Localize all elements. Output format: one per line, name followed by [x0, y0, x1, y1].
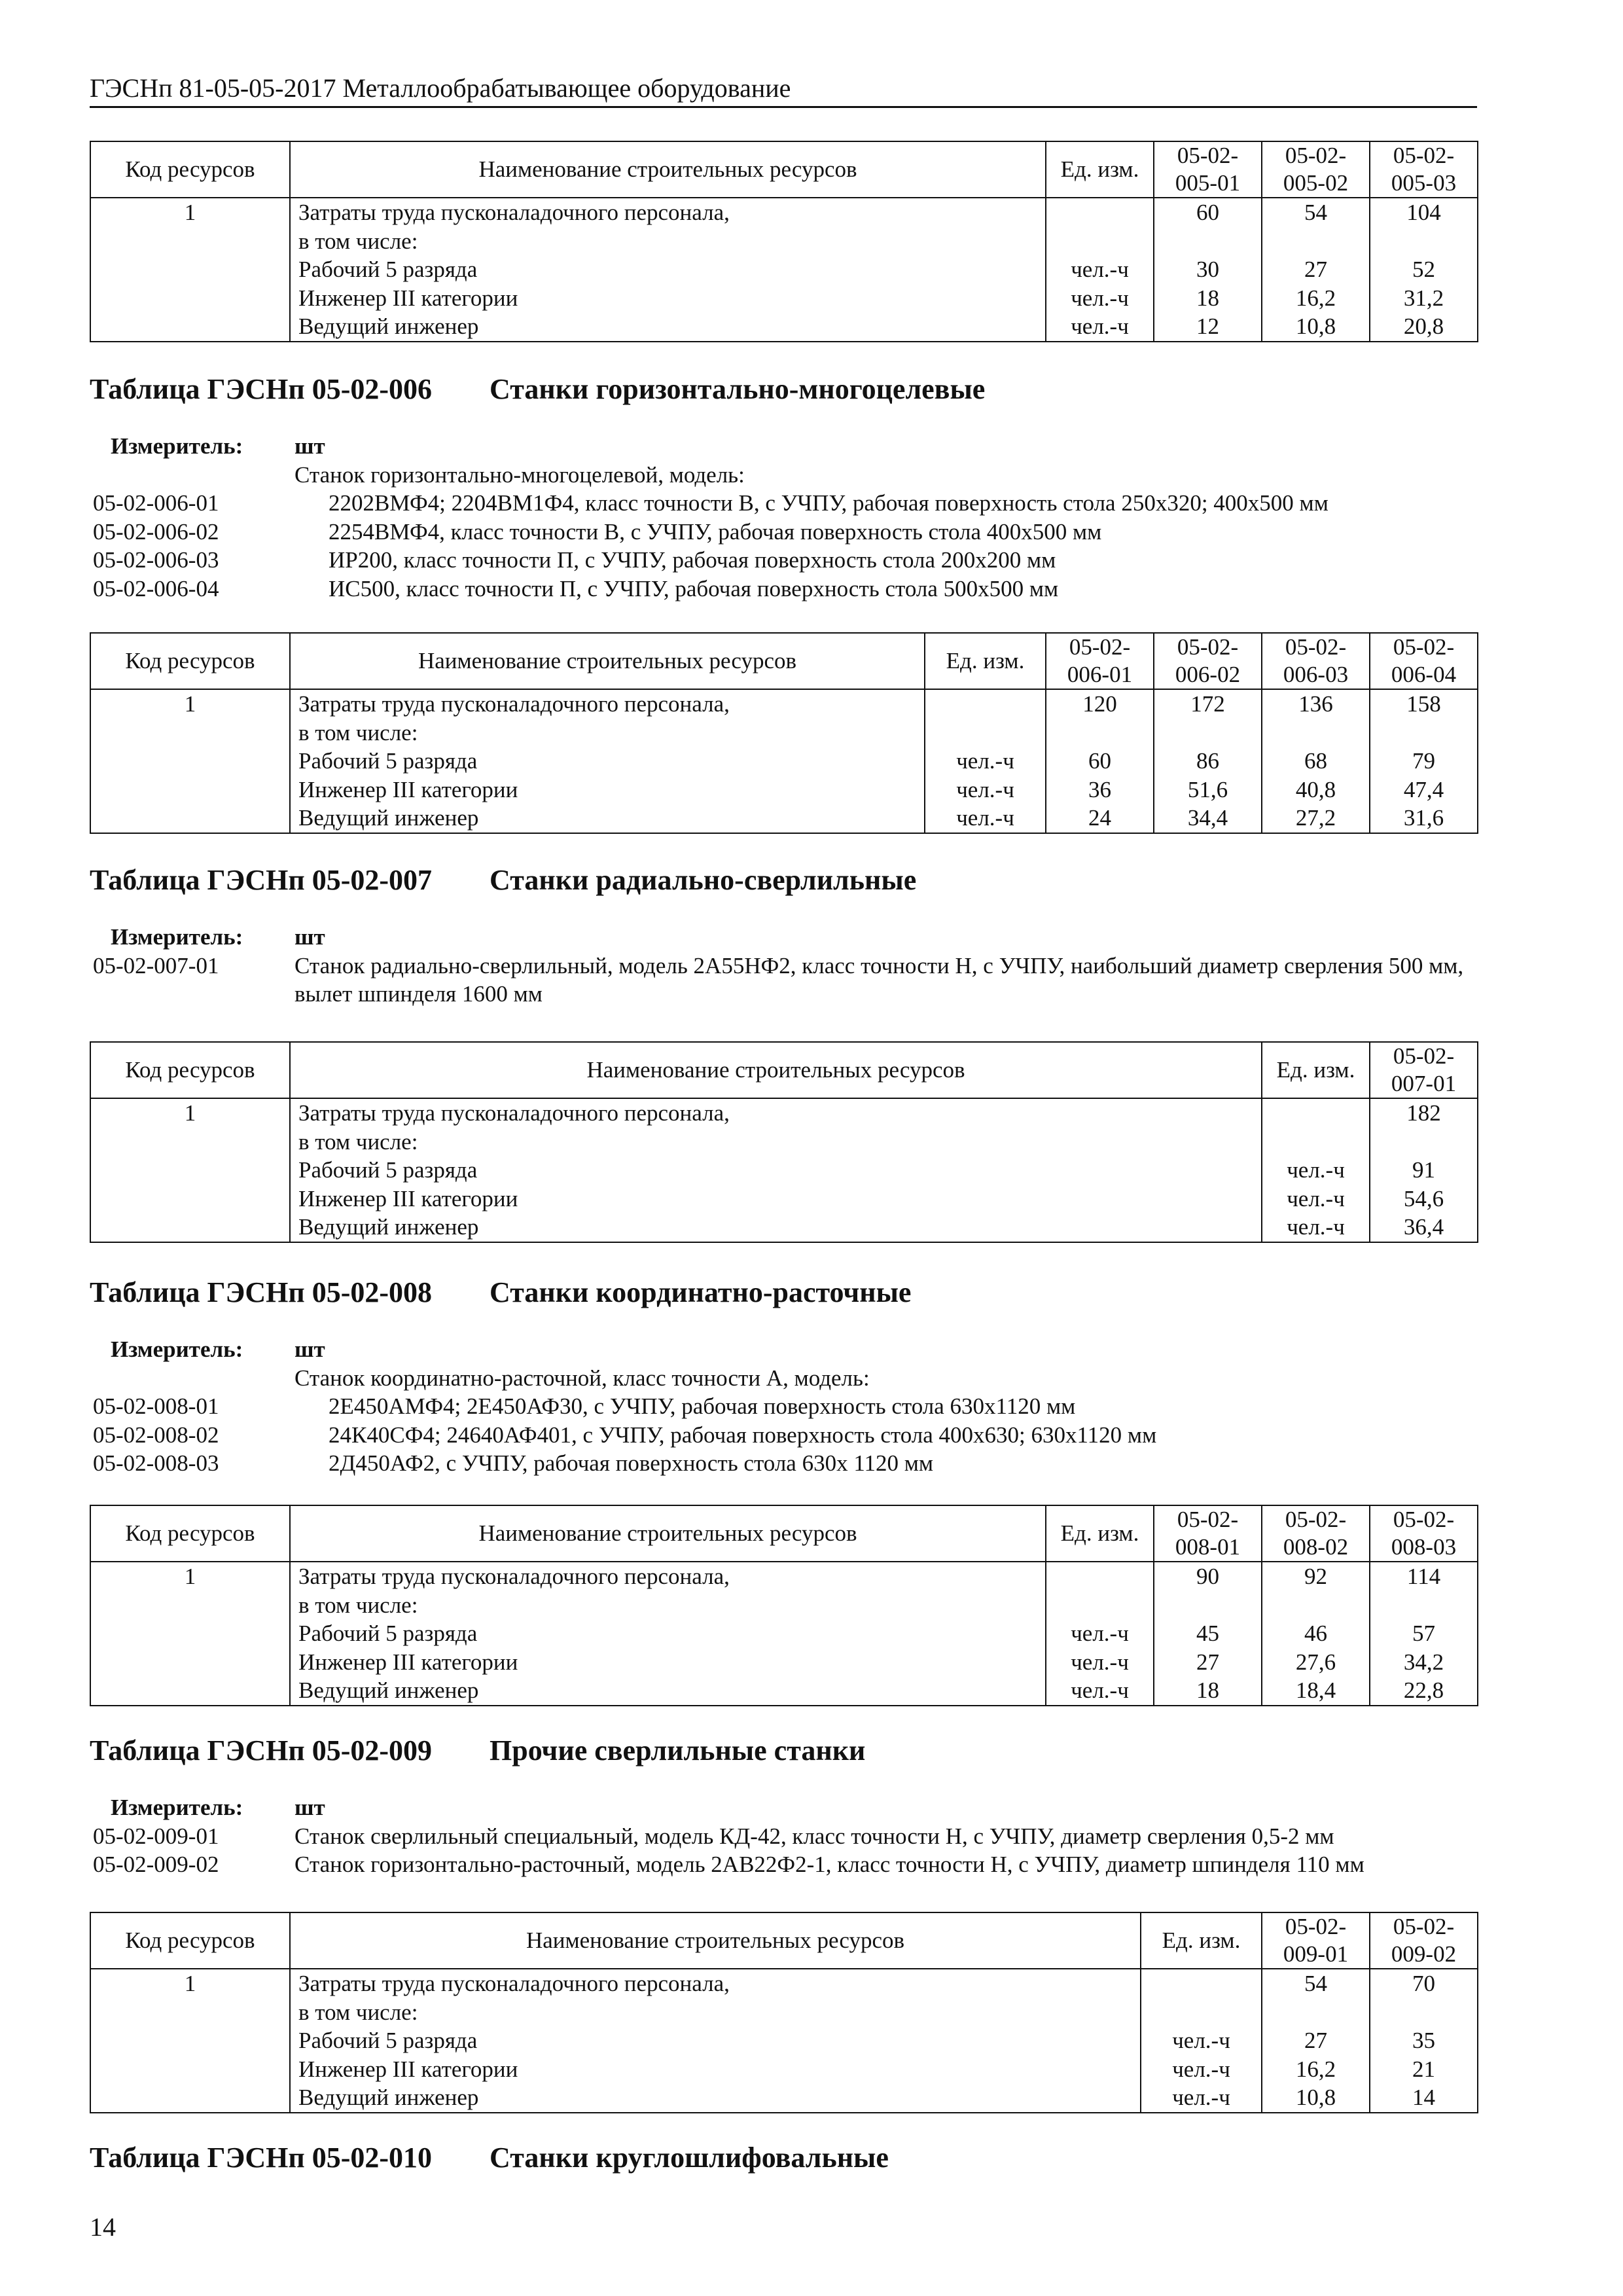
resource-code — [90, 1648, 290, 1677]
resource-unit: чел.-ч — [925, 804, 1046, 833]
table-row — [90, 1591, 1478, 1620]
resource-code — [90, 1156, 290, 1185]
resource-name: в том числе: — [290, 719, 925, 747]
resource-value: 136 — [1262, 689, 1370, 719]
resource-table — [90, 1505, 1478, 1706]
norm-item — [90, 1822, 1529, 1851]
resource-unit: чел.-ч — [1262, 1156, 1370, 1185]
resource-code — [90, 227, 290, 256]
norm-code-part: 009-01 — [1283, 1941, 1349, 1967]
resource-value — [1370, 719, 1478, 747]
table-row — [90, 747, 1478, 776]
resource-value: 20,8 — [1370, 312, 1478, 342]
norm-description: Станок радиально-сверлильный, модель 2А55НФ2, класс точности Н, с УЧПУ, наибольший диаметр сверления 500 мм, вылет шпинделя 1600 мм — [294, 952, 1464, 1007]
measure-block — [90, 923, 1529, 1009]
resource-unit: чел.-ч — [1141, 2026, 1262, 2055]
header-norm-code — [1154, 141, 1262, 198]
norm-code-part: 008-01 — [1175, 1534, 1241, 1560]
norm-description: 2202ВМФ4; 2204ВМ1Ф4, класс точности В, с УЧПУ, рабочая поверхность стола 250х320; 400х500 мм — [329, 490, 1329, 516]
resource-unit: чел.-ч — [1262, 1185, 1370, 1213]
norm-code: 05-02-007-01 — [93, 952, 219, 978]
resource-value: 16,2 — [1262, 2055, 1370, 2084]
resource-value: 31,2 — [1370, 284, 1478, 313]
resource-value: 47,4 — [1370, 776, 1478, 804]
resource-unit: чел.-ч — [1262, 1213, 1370, 1242]
resource-value — [1370, 1591, 1478, 1620]
table-row — [90, 719, 1478, 747]
norm-code-part: 005-03 — [1391, 170, 1457, 196]
norm-code-part: 05-02- — [1393, 1507, 1455, 1532]
table-row — [90, 312, 1478, 342]
table-row — [90, 284, 1478, 313]
resource-table — [90, 632, 1478, 834]
norm-code: 05-02-006-03 — [93, 547, 219, 573]
resource-name: Ведущий инженер — [290, 2083, 1141, 2113]
measure-unit: шт — [294, 433, 325, 459]
resource-value: 27 — [1262, 255, 1370, 284]
resource-code: 1 — [90, 1969, 290, 1998]
header-code: Код ресурсов — [90, 1505, 290, 1562]
resource-value: 10,8 — [1262, 312, 1370, 342]
norm-code-part: 05-02- — [1177, 143, 1239, 168]
page-number: 14 — [90, 2212, 116, 2242]
table-title — [90, 372, 985, 407]
table-header-row — [90, 633, 1478, 689]
resource-table — [90, 1041, 1478, 1243]
table-row — [90, 1676, 1478, 1706]
resource-name: в том числе: — [290, 1128, 1262, 1157]
measure-unit: шт — [294, 1336, 325, 1362]
resource-name: Рабочий 5 разряда — [290, 1156, 1262, 1185]
measure-block — [90, 1793, 1529, 1879]
resource-value — [1262, 719, 1370, 747]
table-row — [90, 1619, 1478, 1648]
resource-unit: чел.-ч — [925, 776, 1046, 804]
resource-value: 182 — [1370, 1098, 1478, 1128]
norm-code-part: 05-02- — [1285, 634, 1347, 660]
table-row — [90, 1648, 1478, 1677]
table-row — [90, 1998, 1478, 2027]
measure-block — [90, 432, 1529, 603]
measure-label: Измеритель: — [111, 924, 243, 950]
norm-description: 2254ВМФ4, класс точности В, с УЧПУ, рабочая поверхность стола 400х500 мм — [329, 518, 1102, 545]
resource-unit: чел.-ч — [1046, 1619, 1154, 1648]
resource-value — [1154, 227, 1262, 256]
resource-code — [90, 1676, 290, 1706]
header-norm-code — [1154, 633, 1262, 689]
header-unit: Ед. изм. — [925, 633, 1046, 689]
norm-item — [90, 575, 1529, 603]
table-number: Таблица ГЭСНп 05-02-008 — [90, 1276, 433, 1308]
table-row — [90, 1098, 1478, 1128]
norm-code: 05-02-006-02 — [93, 518, 219, 545]
table-row — [90, 1562, 1478, 1591]
norm-item — [90, 489, 1529, 518]
resource-value: 27 — [1262, 2026, 1370, 2055]
resource-unit: чел.-ч — [1046, 1676, 1154, 1706]
resource-name: Ведущий инженер — [290, 1676, 1046, 1706]
norm-code: 05-02-009-01 — [93, 1823, 219, 1849]
resource-code — [90, 255, 290, 284]
norm-code-part: 05-02- — [1285, 1914, 1347, 1939]
resource-code — [90, 312, 290, 342]
resource-value: 114 — [1370, 1562, 1478, 1591]
header-name: Наименование строительных ресурсов — [290, 1505, 1046, 1562]
table-title — [90, 1275, 911, 1310]
resource-name: в том числе: — [290, 227, 1046, 256]
table-title — [90, 863, 916, 898]
measure-row — [90, 923, 1529, 952]
resource-code — [90, 1185, 290, 1213]
table-row — [90, 2026, 1478, 2055]
table-number: Таблица ГЭСНп 05-02-010 — [90, 2142, 433, 2174]
resource-name: в том числе: — [290, 1998, 1141, 2027]
resource-value: 18,4 — [1262, 1676, 1370, 1706]
resource-value: 70 — [1370, 1969, 1478, 1998]
resource-code — [90, 804, 290, 833]
resource-unit: чел.-ч — [925, 747, 1046, 776]
model-intro: Станок горизонтально-многоцелевой, модель: — [294, 461, 745, 488]
norm-code-part: 006-04 — [1391, 662, 1457, 687]
norm-code: 05-02-006-04 — [93, 575, 219, 601]
resource-unit: чел.-ч — [1046, 255, 1154, 284]
norm-code-part: 05-02- — [1177, 1507, 1239, 1532]
resource-name: Ведущий инженер — [290, 312, 1046, 342]
norm-description: 2Е450АМФ4; 2Е450АФ30, с УЧПУ, рабочая поверхность стола 630х1120 мм — [329, 1393, 1076, 1419]
resource-code — [90, 2026, 290, 2055]
running-header: ГЭСНп 81-05-05-2017 Металлообрабатывающее оборудование — [90, 72, 1477, 108]
resource-value: 52 — [1370, 255, 1478, 284]
table-row — [90, 2055, 1478, 2084]
resource-value — [1370, 1998, 1478, 2027]
resource-unit: чел.-ч — [1046, 312, 1154, 342]
norm-code-part: 005-02 — [1283, 170, 1349, 196]
resource-name: Затраты труда пусконаладочного персонала, — [290, 198, 1046, 227]
resource-name: Инженер III категории — [290, 1185, 1262, 1213]
measure-unit: шт — [294, 924, 325, 950]
resource-name: Затраты труда пусконаладочного персонала, — [290, 1098, 1262, 1128]
measure-label: Измеритель: — [111, 1336, 243, 1362]
resource-name: Ведущий инженер — [290, 804, 925, 833]
table-number: Таблица ГЭСНп 05-02-006 — [90, 373, 433, 405]
resource-value — [1370, 227, 1478, 256]
header-norm-code — [1046, 633, 1154, 689]
table-caption: Станки горизонтально-многоцелевые — [490, 373, 986, 405]
resource-value: 30 — [1154, 255, 1262, 284]
resource-unit — [1262, 1098, 1370, 1128]
header-code: Код ресурсов — [90, 141, 290, 198]
resource-value — [1370, 1128, 1478, 1157]
table-row — [90, 689, 1478, 719]
header-unit: Ед. изм. — [1141, 1912, 1262, 1969]
resource-unit — [1262, 1128, 1370, 1157]
model-intro-row — [90, 461, 1529, 490]
norm-code-part: 006-01 — [1067, 662, 1133, 687]
resource-value — [1262, 227, 1370, 256]
resource-value: 36 — [1046, 776, 1154, 804]
model-intro: Станок координатно-расточной, класс точности А, модель: — [294, 1365, 870, 1391]
table-title — [90, 1733, 865, 1768]
resource-code — [90, 747, 290, 776]
table-caption: Станки круглошлифовальные — [490, 2142, 889, 2174]
resource-value: 27,2 — [1262, 804, 1370, 833]
norm-code: 05-02-008-01 — [93, 1393, 219, 1419]
resource-value: 57 — [1370, 1619, 1478, 1648]
resource-code: 1 — [90, 689, 290, 719]
header-norm-code — [1370, 141, 1478, 198]
table-header-row — [90, 141, 1478, 198]
resource-value: 18 — [1154, 1676, 1262, 1706]
resource-name: Затраты труда пусконаладочного персонала, — [290, 689, 925, 719]
resource-unit — [925, 689, 1046, 719]
resource-unit: чел.-ч — [1141, 2083, 1262, 2113]
norm-code: 05-02-008-02 — [93, 1422, 219, 1448]
resource-value: 27,6 — [1262, 1648, 1370, 1677]
measure-row — [90, 1793, 1529, 1822]
measure-label: Измеритель: — [111, 433, 243, 459]
resource-code — [90, 1998, 290, 2027]
table-row — [90, 804, 1478, 833]
resource-value: 172 — [1154, 689, 1262, 719]
header-code: Код ресурсов — [90, 633, 290, 689]
resource-value — [1262, 1998, 1370, 2027]
header-name: Наименование строительных ресурсов — [290, 1912, 1141, 1969]
norm-code-part: 005-01 — [1175, 170, 1241, 196]
resource-value — [1046, 719, 1154, 747]
table-header-row — [90, 1505, 1478, 1562]
table-row — [90, 1128, 1478, 1157]
norm-description: ИС500, класс точности П, с УЧПУ, рабочая поверхность стола 500х500 мм — [329, 575, 1059, 601]
resource-code — [90, 1591, 290, 1620]
resource-name: Затраты труда пусконаладочного персонала, — [290, 1562, 1046, 1591]
table-header-row — [90, 1042, 1478, 1098]
header-name: Наименование строительных ресурсов — [290, 1042, 1262, 1098]
resource-unit — [1141, 1998, 1262, 2027]
table-number: Таблица ГЭСНп 05-02-009 — [90, 1734, 433, 1767]
resource-value: 60 — [1154, 198, 1262, 227]
resource-value: 54,6 — [1370, 1185, 1478, 1213]
norm-code-part: 05-02- — [1393, 1914, 1455, 1939]
resource-name: в том числе: — [290, 1591, 1046, 1620]
resource-code — [90, 1213, 290, 1242]
resource-name: Инженер III категории — [290, 1648, 1046, 1677]
norm-code-part: 009-02 — [1391, 1941, 1457, 1967]
resource-unit — [1046, 1591, 1154, 1620]
resource-value: 24 — [1046, 804, 1154, 833]
norm-code-part: 05-02- — [1069, 634, 1131, 660]
model-intro-row — [90, 1364, 1529, 1393]
resource-value — [1154, 719, 1262, 747]
resource-code: 1 — [90, 1562, 290, 1591]
header-norm-code — [1262, 1912, 1370, 1969]
norm-code-part: 05-02- — [1285, 143, 1347, 168]
table-header-row — [90, 1912, 1478, 1969]
resource-value: 21 — [1370, 2055, 1478, 2084]
table-row — [90, 227, 1478, 256]
resource-value: 10,8 — [1262, 2083, 1370, 2113]
resource-value: 79 — [1370, 747, 1478, 776]
header-unit: Ед. изм. — [1046, 1505, 1154, 1562]
table-row — [90, 2083, 1478, 2113]
table-row — [90, 198, 1478, 227]
norm-code-part: 006-03 — [1283, 662, 1349, 687]
resource-value: 34,4 — [1154, 804, 1262, 833]
resource-unit — [1141, 1969, 1262, 1998]
header-unit: Ед. изм. — [1262, 1042, 1370, 1098]
resource-code — [90, 284, 290, 313]
resource-value — [1154, 1591, 1262, 1620]
resource-value: 22,8 — [1370, 1676, 1478, 1706]
measure-row — [90, 1335, 1529, 1364]
norm-code-part: 006-02 — [1175, 662, 1241, 687]
header-norm-code — [1262, 1505, 1370, 1562]
resource-name: Ведущий инженер — [290, 1213, 1262, 1242]
resource-unit — [1046, 198, 1154, 227]
resource-name: Инженер III категории — [290, 284, 1046, 313]
resource-value: 120 — [1046, 689, 1154, 719]
resource-value: 36,4 — [1370, 1213, 1478, 1242]
resource-value: 60 — [1046, 747, 1154, 776]
resource-code — [90, 776, 290, 804]
norm-item — [90, 1392, 1529, 1421]
resource-value: 54 — [1262, 198, 1370, 227]
resource-code — [90, 2055, 290, 2084]
norm-code-part: 05-02- — [1177, 634, 1239, 660]
resource-value — [1262, 1591, 1370, 1620]
norm-item — [90, 952, 1529, 1009]
norm-code-part: 05-02- — [1393, 1043, 1455, 1069]
table-row — [90, 1185, 1478, 1213]
resource-value: 54 — [1262, 1969, 1370, 1998]
table-number: Таблица ГЭСНп 05-02-007 — [90, 864, 433, 896]
resource-value: 40,8 — [1262, 776, 1370, 804]
norm-item — [90, 1449, 1529, 1478]
resource-value: 104 — [1370, 198, 1478, 227]
table-row — [90, 1156, 1478, 1185]
norm-code: 05-02-008-03 — [93, 1450, 219, 1476]
norm-code-part: 05-02- — [1393, 634, 1455, 660]
norm-code: 05-02-009-02 — [93, 1852, 219, 1877]
resource-name: Инженер III категории — [290, 2055, 1141, 2084]
resource-unit: чел.-ч — [1046, 1648, 1154, 1677]
table-caption: Станки радиально-сверлильные — [490, 864, 917, 896]
resource-unit — [1046, 227, 1154, 256]
resource-value: 45 — [1154, 1619, 1262, 1648]
norm-code: 05-02-006-01 — [93, 490, 219, 516]
norm-code-part: 007-01 — [1391, 1071, 1457, 1096]
table-caption: Прочие сверлильные станки — [490, 1734, 866, 1767]
table-row — [90, 1213, 1478, 1242]
table-row — [90, 255, 1478, 284]
resource-name: Рабочий 5 разряда — [290, 2026, 1141, 2055]
resource-value: 14 — [1370, 2083, 1478, 2113]
table-row — [90, 776, 1478, 804]
resource-value: 90 — [1154, 1562, 1262, 1591]
measure-unit: шт — [294, 1795, 325, 1820]
resource-table — [90, 1912, 1478, 2113]
resource-value: 91 — [1370, 1156, 1478, 1185]
header-norm-code — [1370, 1912, 1478, 1969]
norm-item — [90, 546, 1529, 575]
header-norm-code — [1370, 633, 1478, 689]
norm-description: 24К40СФ4; 24640АФ401, с УЧПУ, рабочая поверхность стола 400х630; 630х1120 мм — [329, 1422, 1157, 1448]
resource-value: 16,2 — [1262, 284, 1370, 313]
resource-name: Рабочий 5 разряда — [290, 255, 1046, 284]
resource-value: 51,6 — [1154, 776, 1262, 804]
resource-unit: чел.-ч — [1046, 284, 1154, 313]
norm-description: Станок горизонтально-расточный, модель 2АВ22Ф2-1, класс точности Н, с УЧПУ, диаметр шпинделя 110 мм — [294, 1852, 1364, 1877]
resource-code — [90, 1128, 290, 1157]
resource-table — [90, 141, 1478, 342]
resource-unit — [1046, 1562, 1154, 1591]
norm-code-part: 008-03 — [1391, 1534, 1457, 1560]
resource-value: 34,2 — [1370, 1648, 1478, 1677]
norm-description: Станок сверлильный специальный, модель КД-42, класс точности Н, с УЧПУ, диаметр сверления 0,5-2 мм — [294, 1823, 1334, 1849]
resource-value: 27 — [1154, 1648, 1262, 1677]
resource-code: 1 — [90, 198, 290, 227]
resource-value: 92 — [1262, 1562, 1370, 1591]
resource-name: Инженер III категории — [290, 776, 925, 804]
norm-code-part: 05-02- — [1285, 1507, 1347, 1532]
norm-description: ИР200, класс точности П, с УЧПУ, рабочая поверхность стола 200х200 мм — [329, 547, 1056, 573]
header-norm-code — [1262, 141, 1370, 198]
header-norm-code — [1370, 1505, 1478, 1562]
norm-description: 2Д450АФ2, с УЧПУ, рабочая поверхность стола 630х 1120 мм — [329, 1450, 934, 1476]
resource-name: Рабочий 5 разряда — [290, 747, 925, 776]
resource-value: 35 — [1370, 2026, 1478, 2055]
header-code: Код ресурсов — [90, 1042, 290, 1098]
measure-block — [90, 1335, 1529, 1478]
resource-value: 31,6 — [1370, 804, 1478, 833]
resource-code: 1 — [90, 1098, 290, 1128]
norm-item — [90, 1421, 1529, 1450]
table-title — [90, 2140, 889, 2176]
resource-value: 158 — [1370, 689, 1478, 719]
resource-value: 12 — [1154, 312, 1262, 342]
table-caption: Станки координатно-расточные — [490, 1276, 912, 1308]
header-unit: Ед. изм. — [1046, 141, 1154, 198]
resource-value: 86 — [1154, 747, 1262, 776]
header-name: Наименование строительных ресурсов — [290, 141, 1046, 198]
header-norm-code — [1154, 1505, 1262, 1562]
resource-value: 68 — [1262, 747, 1370, 776]
resource-value: 46 — [1262, 1619, 1370, 1648]
header-code: Код ресурсов — [90, 1912, 290, 1969]
measure-row — [90, 432, 1529, 461]
norm-code-part: 05-02- — [1393, 143, 1455, 168]
norm-item — [90, 518, 1529, 547]
table-row — [90, 1969, 1478, 1998]
resource-name: Рабочий 5 разряда — [290, 1619, 1046, 1648]
measure-label: Измеритель: — [111, 1795, 243, 1820]
resource-name: Затраты труда пусконаладочного персонала, — [290, 1969, 1141, 1998]
header-norm-code — [1262, 633, 1370, 689]
resource-code — [90, 2083, 290, 2113]
resource-unit: чел.-ч — [1141, 2055, 1262, 2084]
header-norm-code — [1370, 1042, 1478, 1098]
header-name: Наименование строительных ресурсов — [290, 633, 925, 689]
resource-code — [90, 719, 290, 747]
resource-unit — [925, 719, 1046, 747]
resource-value: 18 — [1154, 284, 1262, 313]
norm-code-part: 008-02 — [1283, 1534, 1349, 1560]
norm-item — [90, 1850, 1529, 1879]
resource-code — [90, 1619, 290, 1648]
